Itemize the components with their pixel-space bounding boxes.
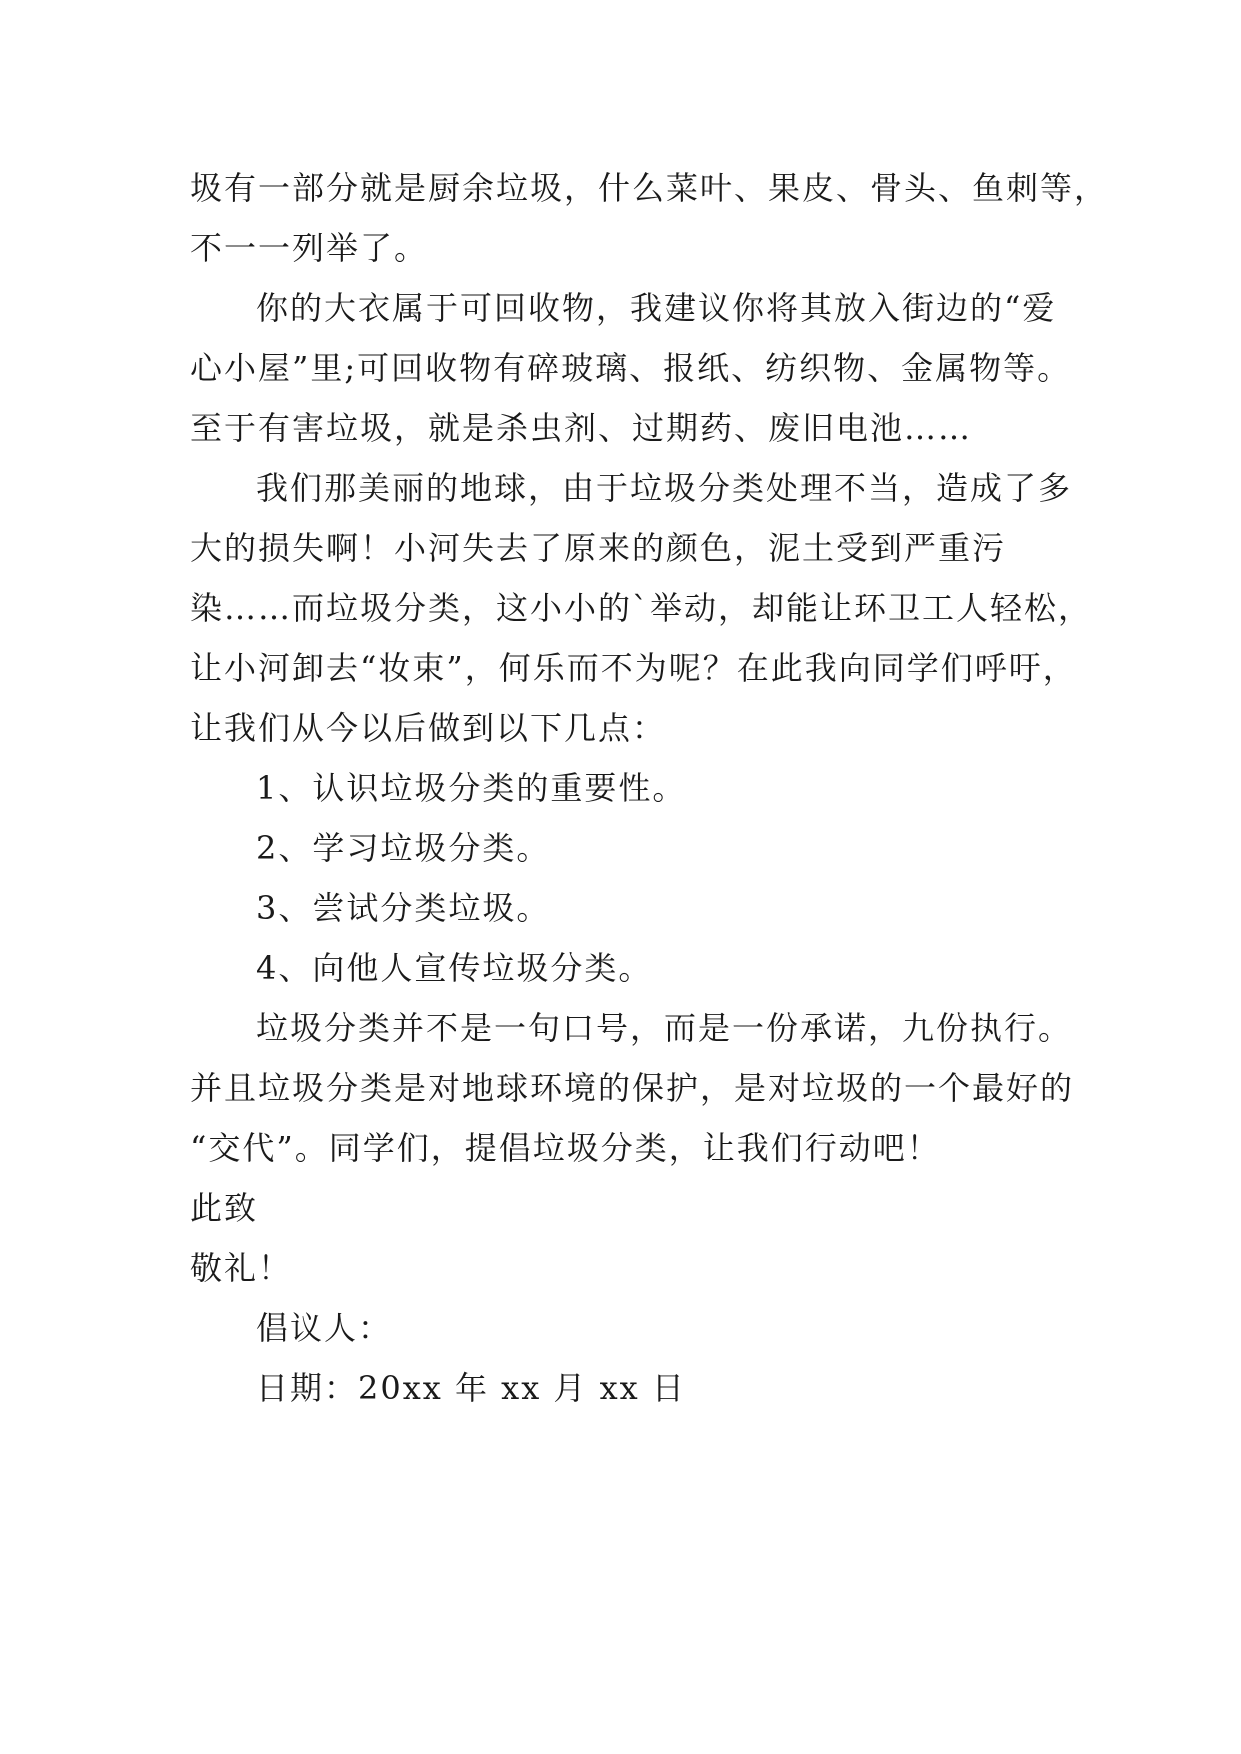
proposer-label: 倡议人： bbox=[256, 1309, 393, 1347]
body-line: 不一一列举了。 bbox=[190, 229, 429, 267]
body-line: 让小河卸去“妆束”，何乐而不为呢？在此我向同学们呼吁， bbox=[190, 649, 1077, 687]
closing-salutation: 此致 bbox=[190, 1189, 259, 1227]
body-line: 让我们从今以后做到以下几点： bbox=[190, 709, 667, 747]
body-line: 垃圾分类并不是一句口号，而是一份承诺，九份执行。 bbox=[256, 1009, 1073, 1047]
body-line: 你的大衣属于可回收物，我建议你将其放入街边的“爱 bbox=[256, 289, 1057, 327]
body-line: 染……而垃圾分类，这小小的`举动，却能让环卫工人轻松， bbox=[190, 589, 1093, 627]
list-item: 3、尝试分类垃圾。 bbox=[256, 889, 551, 927]
body-line: “交代”。同学们，提倡垃圾分类，让我们行动吧！ bbox=[190, 1129, 941, 1167]
body-line: 大的损失啊！小河失去了原来的颜色，泥土受到严重污 bbox=[190, 529, 1007, 567]
list-item: 4、向他人宣传垃圾分类。 bbox=[256, 949, 653, 987]
document-body bbox=[190, 158, 1109, 1418]
body-line: 心小屋”里;可回收物有碎玻璃、报纸、纺织物、金属物等。 bbox=[190, 349, 1072, 387]
body-line: 圾有一部分就是厨余垃圾，什么菜叶、果皮、骨头、鱼刺等， bbox=[190, 169, 1109, 207]
date-line: 日期：20xx 年 xx 月 xx 日 bbox=[256, 1369, 686, 1407]
closing-regards: 敬礼！ bbox=[190, 1249, 293, 1287]
body-line: 至于有害垃圾，就是杀虫剂、过期药、废旧电池…… bbox=[190, 409, 973, 447]
list-item: 1、认识垃圾分类的重要性。 bbox=[256, 769, 687, 807]
body-line: 并且垃圾分类是对地球环境的保护，是对垃圾的一个最好的 bbox=[190, 1069, 1075, 1107]
list-item: 2、学习垃圾分类。 bbox=[256, 829, 551, 867]
body-line: 我们那美丽的地球，由于垃圾分类处理不当，造成了多 bbox=[256, 469, 1073, 507]
